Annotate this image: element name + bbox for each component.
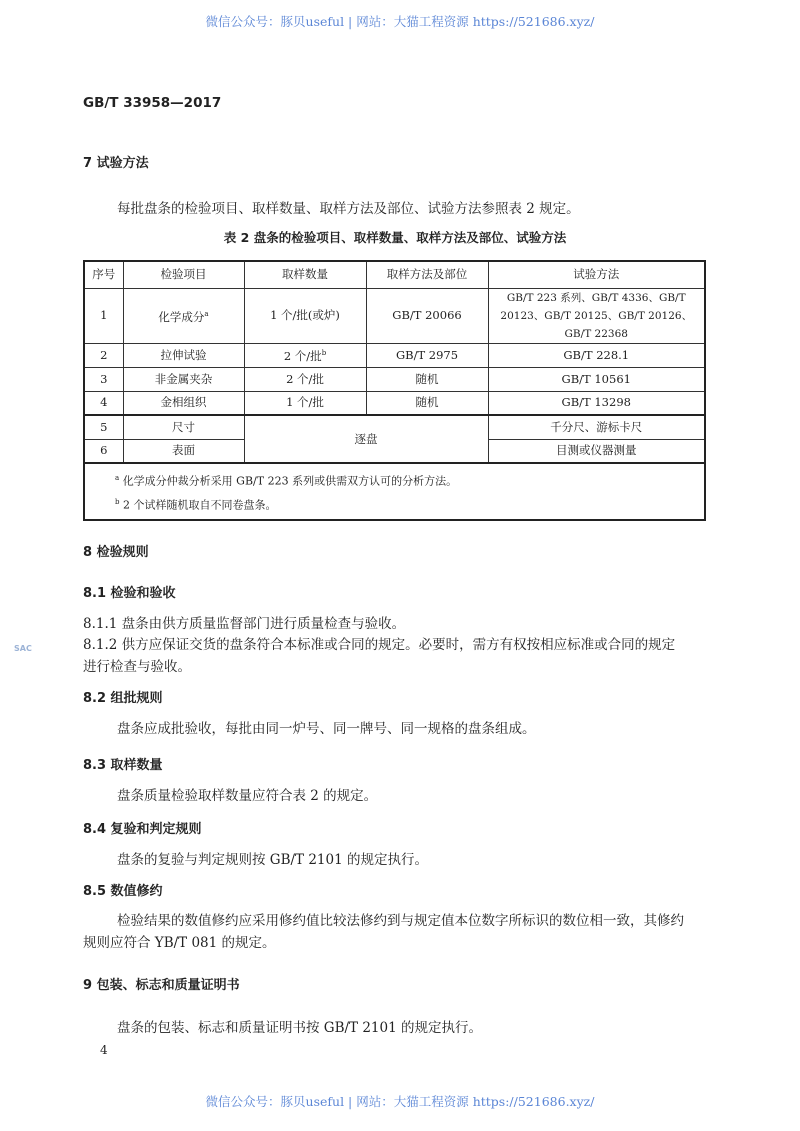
th: 序号 [84, 261, 123, 288]
table-row [84, 288, 705, 343]
note-a [115, 468, 704, 492]
table-notes-row [84, 463, 705, 520]
cell: 4 [84, 391, 123, 415]
footnote-mark: a [204, 309, 209, 318]
cell: 表面 [123, 439, 244, 463]
cell [244, 343, 366, 367]
cell: GB/T 223 系列、GB/T 4336、GB/T 20123、GB/T 20125、GB/T 20126、GB/T 22368 [488, 288, 705, 343]
cell: 3 [84, 367, 123, 391]
cell: 2 个/批 [244, 367, 366, 391]
table-row [84, 367, 705, 391]
footnote-mark: b [321, 349, 327, 358]
section-7-para: 每批盘条的检验项目、取样数量、取样方法及部位、试验方法参照表 2 规定。 [117, 201, 580, 217]
section-8-2-title: 8.2 组批规则 [83, 691, 163, 706]
cell: GB/T 10561 [488, 367, 705, 391]
section-8-5-title: 8.5 数值修约 [83, 884, 163, 899]
cell: 随机 [366, 367, 488, 391]
page-number: 4 [100, 1043, 108, 1057]
standard-number: GB/T 33958—2017 [83, 95, 222, 111]
table-row [84, 343, 705, 367]
clause-8-1-2-cont: 进行检查与验收。 [83, 659, 191, 675]
merged-cell: 逐盘 [244, 415, 488, 463]
th: 取样数量 [244, 261, 366, 288]
clause-8-1-2: 8.1.2 供方应保证交货的盘条符合本标准或合同的规定。必要时，需方有权按相应标准或合同的规定 [83, 637, 676, 653]
cell: 千分尺、游标卡尺 [488, 415, 705, 439]
cell: 1 [84, 288, 123, 343]
note-text: 2 个试样随机取自不同卷盘条。 [122, 498, 277, 512]
cell-text: 化学成分 [158, 309, 205, 324]
section-8-5-para-cont: 规则应符合 YB/T 081 的规定。 [83, 935, 276, 951]
section-8-3-title: 8.3 取样数量 [83, 758, 163, 773]
table-header-row [84, 261, 705, 288]
section-9-para: 盘条的包装、标志和质量证明书按 GB/T 2101 的规定执行。 [117, 1020, 482, 1036]
sac-side-mark: SAC [14, 644, 32, 653]
th: 取样方法及部位 [366, 261, 488, 288]
inspection-table [83, 260, 706, 521]
th: 检验项目 [123, 261, 244, 288]
section-8-3-para: 盘条质量检验取样数量应符合表 2 的规定。 [117, 788, 378, 804]
section-8-title: 8 检验规则 [83, 545, 149, 560]
cell: 非金属夹杂 [123, 367, 244, 391]
cell: 1 个/批(或炉) [244, 288, 366, 343]
table-row [84, 391, 705, 415]
cell: 2 [84, 343, 123, 367]
cell-text: 2 个/批 [283, 348, 322, 363]
cell: GB/T 228.1 [488, 343, 705, 367]
cell: GB/T 13298 [488, 391, 705, 415]
section-8-4-title: 8.4 复验和判定规则 [83, 822, 202, 837]
section-8-4-para: 盘条的复验与判定规则按 GB/T 2101 的规定执行。 [117, 852, 428, 868]
cell: 5 [84, 415, 123, 439]
footnote-mark: a [115, 474, 120, 482]
cell: 1 个/批 [244, 391, 366, 415]
cell: 目测或仪器测量 [488, 439, 705, 463]
table-row [84, 415, 705, 439]
cell: 6 [84, 439, 123, 463]
th: 试验方法 [488, 261, 705, 288]
section-8-1-title: 8.1 检验和验收 [83, 586, 176, 601]
cell: GB/T 20066 [366, 288, 488, 343]
cell: 尺寸 [123, 415, 244, 439]
cell: 随机 [366, 391, 488, 415]
section-9-title: 9 包装、标志和质量证明书 [83, 978, 240, 993]
clause-8-1-1: 8.1.1 盘条由供方质量监督部门进行质量检查与验收。 [83, 616, 406, 632]
section-7-title: 7 试验方法 [83, 156, 149, 171]
notes-cell [84, 463, 705, 520]
table-caption: 表 2 盘条的检验项目、取样数量、取样方法及部位、试验方法 [223, 230, 567, 245]
note-text: 化学成分仲裁分析采用 GB/T 223 系列或供需双方认可的分析方法。 [122, 474, 458, 488]
footnote-mark: b [115, 497, 120, 506]
cell: 拉伸试验 [123, 343, 244, 367]
cell: 金相组织 [123, 391, 244, 415]
section-8-5-para: 检验结果的数值修约应采用修约值比较法修约到与规定值本位数字所标识的数位相一致，其修约 [117, 913, 684, 929]
section-8-2-para: 盘条应成批验收，每批由同一炉号、同一牌号、同一规格的盘条组成。 [117, 721, 536, 737]
cell: GB/T 2975 [366, 343, 488, 367]
note-b [115, 492, 704, 516]
bottom-watermark: 微信公众号：豚贝useful | 网站：大猫工程资源 https://521686.xyz/ [205, 1094, 595, 1109]
cell [123, 288, 244, 343]
top-watermark: 微信公众号：豚贝useful | 网站：大猫工程资源 https://521686.xyz/ [205, 14, 595, 29]
